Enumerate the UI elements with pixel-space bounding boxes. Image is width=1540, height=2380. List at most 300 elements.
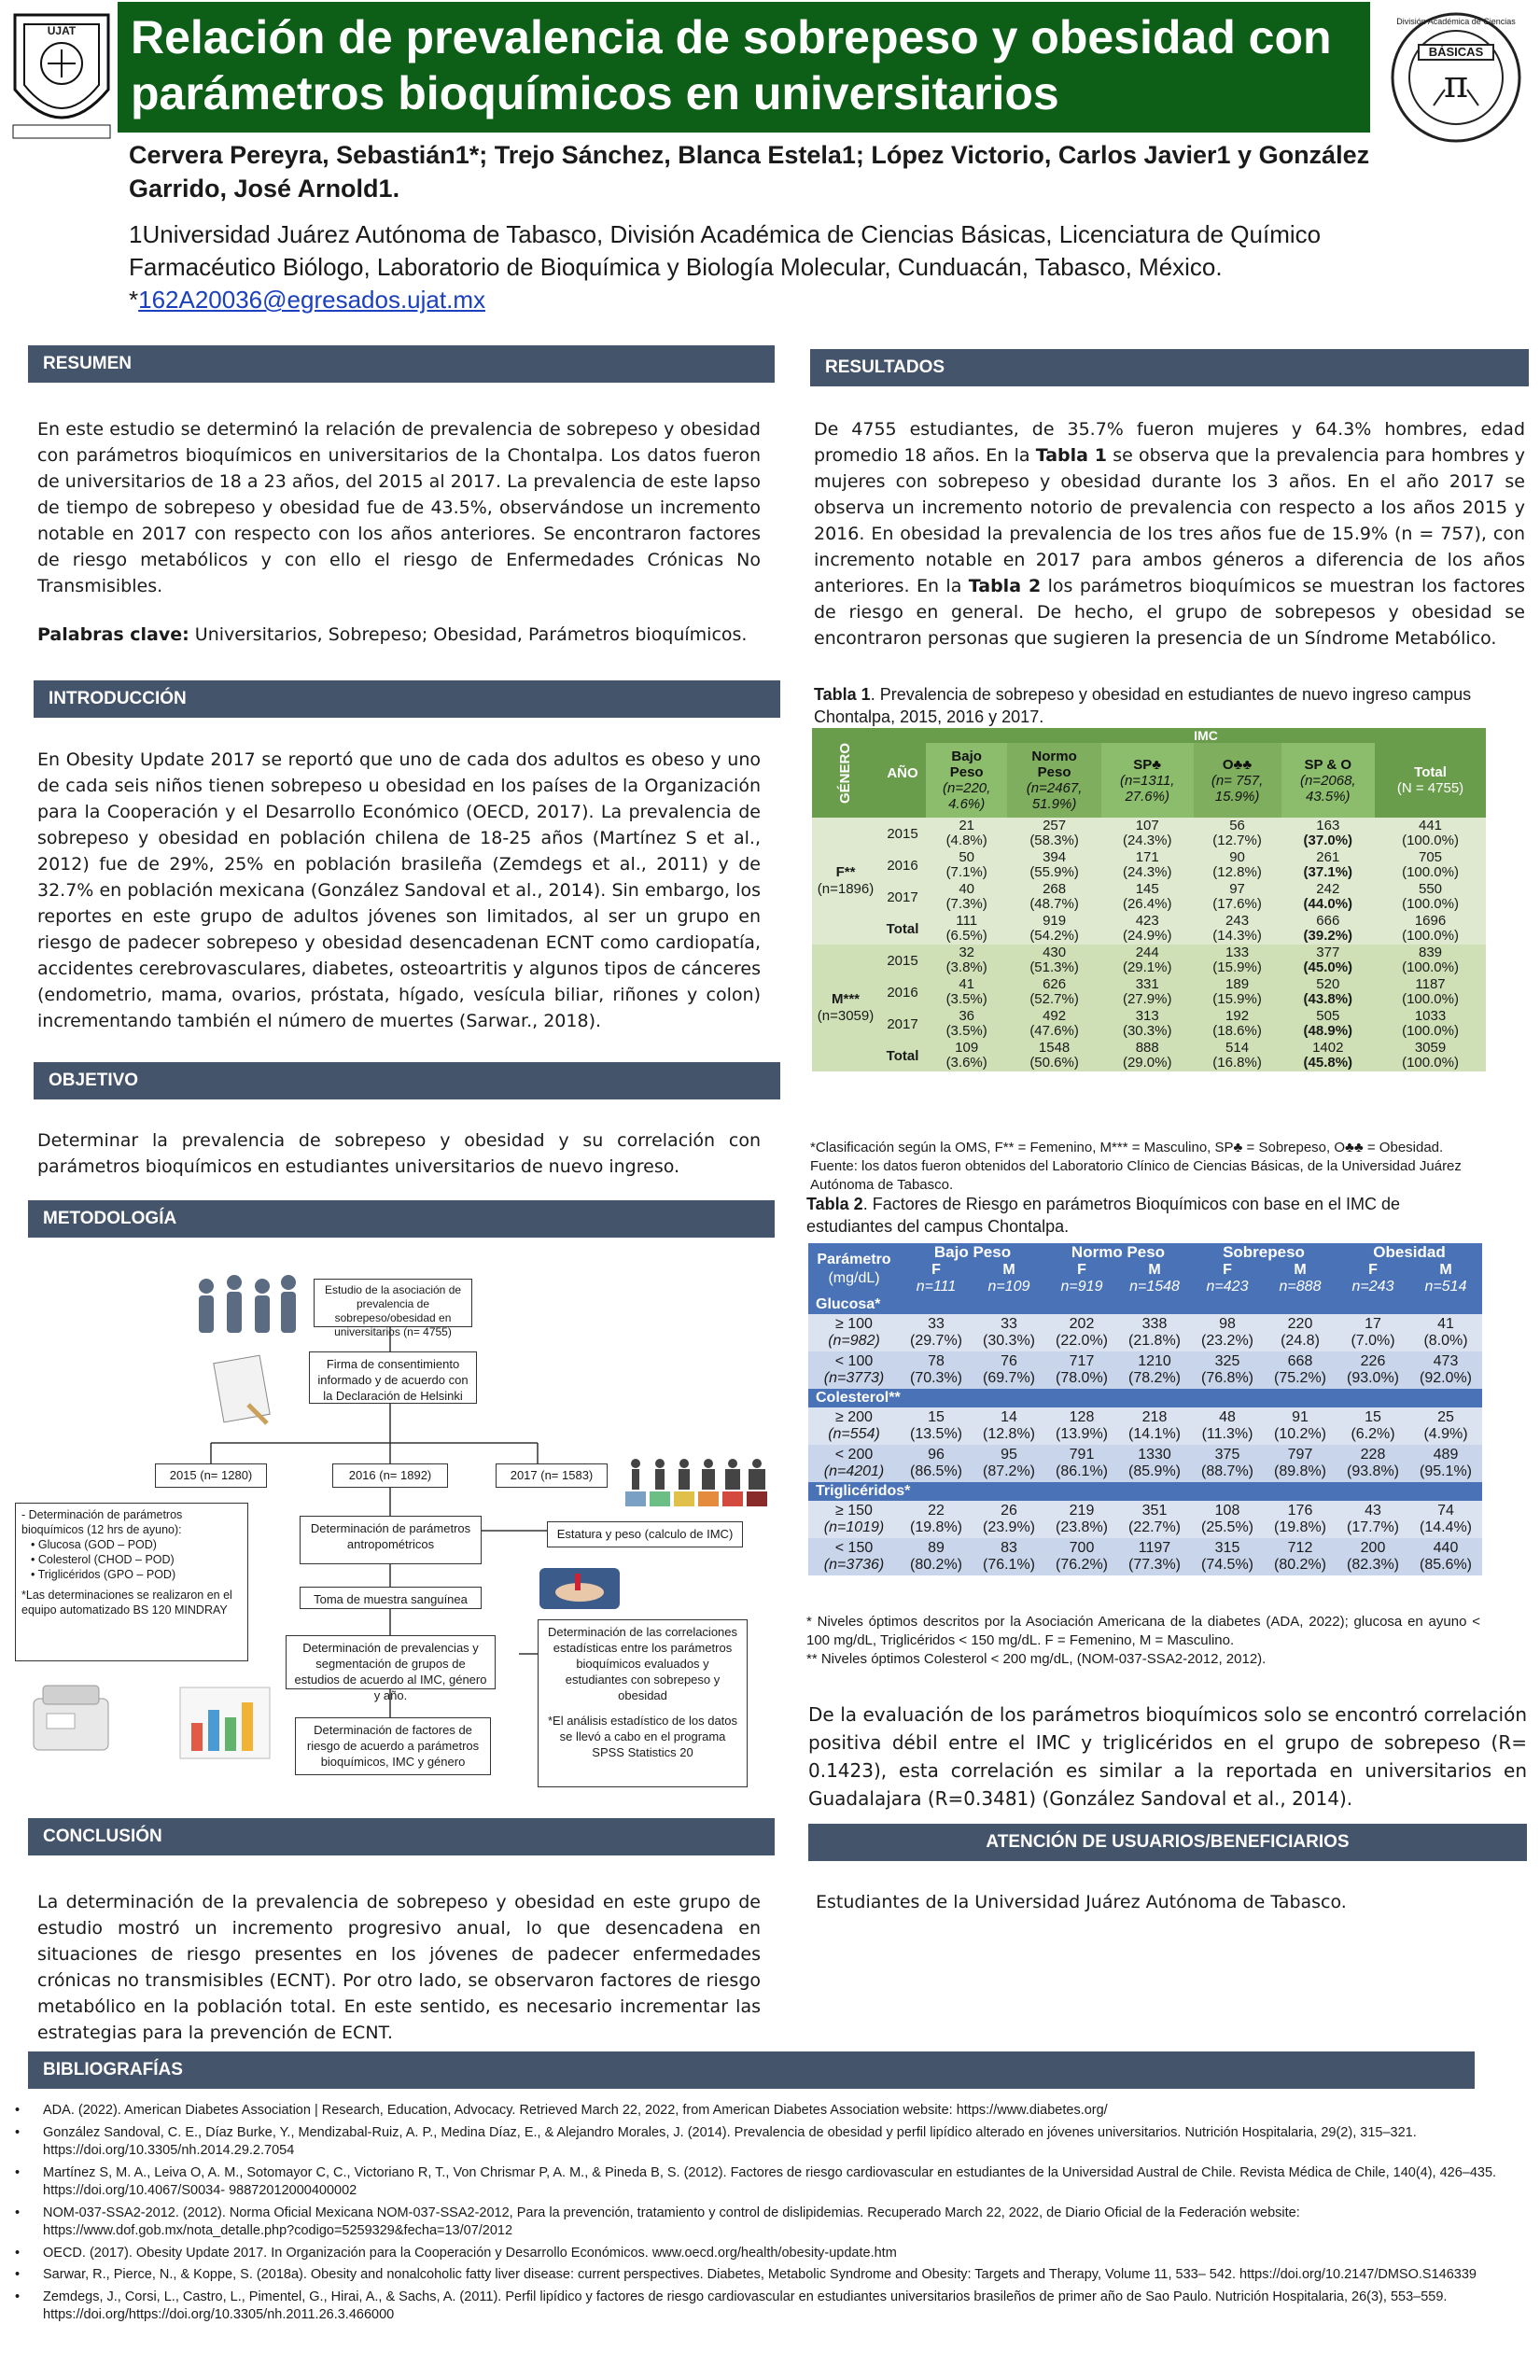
- tabla1-col-header-line: (n= 757,: [1211, 772, 1264, 789]
- tabla1-cell-pct: (100.0%): [1402, 991, 1459, 1007]
- tabla1-year: 2016: [879, 976, 926, 1008]
- tabla1-year: 2017: [879, 881, 926, 913]
- flow-box-prev: Determinación de prevalencias y segmentación de grupos de estudios de acuerdo al IMC, género y año.: [286, 1635, 496, 1689]
- tabla1-col-header-line: SP♣: [1133, 756, 1162, 773]
- tabla1-cell: [1281, 818, 1376, 849]
- tabla2-cell-count: 315: [1214, 1540, 1240, 1556]
- tabla2-cell-count: 791: [1069, 1447, 1095, 1463]
- tabla2-cell-count: 91: [1292, 1409, 1309, 1425]
- tabla2-cell-count: 351: [1141, 1503, 1168, 1519]
- tabla1-cell-count: 268: [1043, 881, 1067, 897]
- tabla2-sex-header: M: [973, 1262, 1045, 1279]
- tabla1-caption: [814, 683, 1488, 728]
- tabla2-cell-count: 89: [928, 1540, 945, 1556]
- tabla2-cell-pct: (14.1%): [1127, 1426, 1182, 1442]
- tabla2-cell: [900, 1351, 973, 1389]
- tabla1-cell-pct: (3.5%): [945, 1023, 987, 1039]
- tabla1-cell: [1375, 1040, 1486, 1071]
- email-prefix: *: [129, 286, 139, 314]
- tabla1-cell-count: 192: [1225, 1008, 1250, 1024]
- tabla2-cell-pct: (76.2%): [1055, 1557, 1109, 1573]
- tabla1-cell: [926, 1040, 1007, 1071]
- tabla2-cell-pct: (10.2%): [1273, 1426, 1327, 1442]
- tabla2-cell-count: 14: [1001, 1409, 1017, 1425]
- tabla1-cell-pct: (3.6%): [945, 1055, 987, 1071]
- tabla1-year: 2015: [879, 945, 926, 976]
- tabla2-cell-count: 1330: [1138, 1447, 1171, 1463]
- tabla2-cell-pct: (80.2%): [909, 1557, 963, 1573]
- tabla1-cell: [1007, 881, 1101, 913]
- tabla1-cell-count: 441: [1419, 818, 1443, 833]
- tabla2-cell-pct: (4.9%): [1423, 1426, 1468, 1442]
- tabla1-col-header: [926, 743, 1007, 818]
- tabla1-cell: [1194, 818, 1281, 849]
- introduccion-text: En Obesity Update 2017 se reportó que uno de cada dos adultos es obeso y uno de cada seis niños tienen sobrepeso u obesidad en los países de la Organización para la Cooperación y el Desarrollo Económico (OECD, 2017). La prevalencia de sobrepeso y obesidad en población chilena de 18-25 años (Martínez S et al., 2012) fue de 29%, 25% en población brasileña (Zemdegs et al., 2011) y de 32.7% en población mexicana (González Sandoval et al., 2014). Sin embargo, los reportes en este grupo de adultos jóvenes son limitados, al ser un grupo en riesgo de padecer sobrepeso y obesidad desencadenan ECNT como cardiopatía, accidentes cerebrovasculares, diabetes, osteoartritis y algunos tipos de cánceres (endometrio, mama, ovarios, próstata, hígado, vesícula biliar, riñones y colon) incrementando también el número de muertes (Sarwar., 2018).: [37, 749, 761, 1031]
- tabla2-col-param-l1: Parámetro: [817, 1252, 891, 1267]
- tabla1-row: [812, 913, 1486, 945]
- tabla2-cell-pct: (93.0%): [1346, 1370, 1400, 1386]
- tabla1-group-n: (n=1896): [817, 881, 875, 897]
- bibliography-item: • OECD. (2017). Obesity Update 2017. In Organización para la Cooperación y Desarrollo Económicos. www.oecd.org/health/obesity-update.htm: [11, 2245, 1533, 2263]
- tabla2-cell-count: 76: [1001, 1353, 1017, 1369]
- bibliografias-heading: BIBLIOGRAFÍAS: [28, 2051, 1475, 2089]
- tabla2-cell: [973, 1351, 1045, 1389]
- tabla1-cell-pct: (26.4%): [1122, 896, 1172, 912]
- params-title: - Determinación de parámetros bioquímicos (12 hrs de ayuno):: [21, 1508, 183, 1536]
- tabla1-cell: [1101, 913, 1194, 945]
- tabla2-cell: [1409, 1407, 1482, 1445]
- tabla2-cell-count: 15: [928, 1409, 945, 1425]
- tabla1-row: [812, 976, 1486, 1008]
- tabla2-cell-count: 473: [1433, 1353, 1459, 1369]
- tabla2-n-header: n=111: [900, 1279, 973, 1295]
- tabla1-cell-pct: (100.0%): [1402, 833, 1459, 848]
- tabla1-cell-pct: (58.3%): [1029, 833, 1079, 848]
- tabla1-cell-count: 257: [1043, 818, 1067, 833]
- resultados-text: [814, 416, 1525, 651]
- flow-box-anthro: Determinación de parámetros antropométricos: [300, 1516, 482, 1564]
- tabla1-cell-count: 109: [955, 1040, 979, 1056]
- tabla2-cell-count: 375: [1214, 1447, 1240, 1463]
- tabla1-ref: Tabla 1: [1035, 445, 1107, 466]
- tabla1-cell-pct: (45.0%): [1303, 959, 1353, 975]
- tabla2-cell-pct: (88.7%): [1200, 1463, 1254, 1479]
- tabla1-cell-pct: (43.8%): [1303, 991, 1353, 1007]
- tabla2-row: [808, 1538, 1482, 1575]
- tabla1-cell: [1007, 913, 1101, 945]
- flow-box-blood: Toma de muestra sanguínea: [300, 1587, 482, 1609]
- resumen-section: [37, 416, 761, 648]
- tabla2-cell-pct: (30.3%): [982, 1333, 1036, 1349]
- tabla1-cell: [1375, 913, 1486, 945]
- correlation-text: De la evaluación de los parámetros bioquímicos solo se encontró correlación positiva débil entre el IMC y triglicéridos en el grupo de sobrepeso (R= 0.1423), esta correlación es similar a la reportada en universitarios en Guadalajara (R=0.3481) (González Sandoval et al., 2014).: [808, 1703, 1527, 1810]
- tabla2-row: [808, 1407, 1482, 1445]
- tabla2-cell-count: 200: [1360, 1540, 1386, 1556]
- tabla2-row-label: [808, 1538, 900, 1575]
- tabla2-section-title: Colesterol**: [808, 1389, 1482, 1407]
- tabla2-row-threshold: ≥ 200: [835, 1409, 873, 1425]
- tabla2-row: [808, 1445, 1482, 1482]
- tabla1-cell-count: 520: [1316, 976, 1340, 992]
- tabla2-cell: [1337, 1351, 1409, 1389]
- tabla1-cell: [1375, 945, 1486, 976]
- tabla2-cell-count: 98: [1219, 1316, 1236, 1332]
- tabla2-row: [808, 1314, 1482, 1351]
- tabla1-cell: [1194, 881, 1281, 913]
- resumen-text: En este estudio se determinó la relación de prevalencia de sobrepeso y obesidad con parámetros bioquímicos en universitarios de la Chontalpa. Los datos fueron de universitarios de 18 a 23 años, del 2015 al 2017. La prevalencia de este lapso de tiempo de sobrepeso y obesidad fue de 43.5%, observándose un incremento notable en 2017 con respecto con los años anteriores. Se encontraron factores de riesgo metabólicos y con ello el riesgo de Enfermedades Crónicas No Transmisibles.: [37, 419, 761, 596]
- conclusion-heading: CONCLUSIÓN: [28, 1818, 775, 1855]
- affiliation-block: [129, 218, 1379, 316]
- tabla2-cell-count: 325: [1214, 1353, 1240, 1369]
- analyzer-illustration: [24, 1671, 118, 1764]
- tabla2-cell-count: 17: [1365, 1316, 1381, 1332]
- tabla1-caption-label: Tabla 1: [814, 685, 871, 704]
- tabla1-cell: [926, 818, 1007, 849]
- resultados-text-part: los parámetros bioquímicos se muestran los factores de riesgo en general. De hecho, el grupo de sobrepesos y obesidad se encontraron personas que sugieren la presencia de un Síndrome Metabólico.: [814, 576, 1525, 649]
- authors: Cervera Pereyra, Sebastián1*; Trejo Sánchez, Blanca Estela1; López Victorio, Carlos Javier1 y González Garrido, José Arnold1.: [129, 141, 1370, 203]
- tabla1-cell: [1281, 1040, 1376, 1071]
- tabla1-cell: [1194, 976, 1281, 1008]
- tabla1-col-total-l1: Total: [1414, 764, 1447, 780]
- flow-box-consent: Firma de consentimiento informado y de acuerdo con la Declaración de Helsinki: [309, 1351, 477, 1404]
- tabla1-cell-count: 261: [1316, 849, 1340, 865]
- tabla1-cell-count: 3059: [1414, 1040, 1447, 1056]
- objetivo-heading: OBJETIVO: [34, 1062, 780, 1099]
- tabla2-cell-pct: (23.2%): [1200, 1333, 1254, 1349]
- tabla2-group-header: Sobrepeso: [1191, 1243, 1337, 1262]
- tabla1-cell: [1281, 976, 1376, 1008]
- tabla2-cell: [973, 1501, 1045, 1538]
- tabla1-cell-count: 133: [1225, 945, 1250, 960]
- tabla1-cell-pct: (47.6%): [1029, 1023, 1079, 1039]
- tabla1-cell: [1007, 1040, 1101, 1071]
- tabla2-cell: [900, 1407, 973, 1445]
- tabla1-cell: [1194, 849, 1281, 881]
- bmi-chart-illustration: [622, 1454, 771, 1512]
- tabla1-cell-pct: (44.0%): [1303, 896, 1353, 912]
- tabla2-cell-pct: (11.3%): [1201, 1426, 1253, 1442]
- tabla1-col-header-line: O♣♣: [1222, 756, 1253, 773]
- tabla2-n-header: n=514: [1409, 1279, 1482, 1295]
- tabla1-imc-label: IMC: [926, 728, 1486, 743]
- tabla2-cell-pct: (23.8%): [1055, 1519, 1109, 1535]
- tabla2-cell: [1409, 1351, 1482, 1389]
- tabla1-cell-count: 36: [959, 1008, 974, 1024]
- bibliography-item: • Sarwar, R., Pierce, N., & Koppe, S. (2018a). Obesity and nonalcoholic fatty liver disease: current perspectives. Diabetes, Metabolic Syndrome and Obesity: Targets and Therapy, Volume 11, 533– 542. https://doi.org/10.2147/DMSO.S146339: [11, 2266, 1533, 2285]
- tabla2-cell-pct: (22.7%): [1127, 1519, 1182, 1535]
- tabla2-sex-header: M: [1264, 1262, 1337, 1279]
- tabla2-cell-pct: (75.2%): [1273, 1370, 1327, 1386]
- tabla2-row: [808, 1351, 1482, 1389]
- tabla1-cell-count: 1187: [1415, 976, 1446, 992]
- tabla1-cell-count: 514: [1225, 1040, 1250, 1056]
- tabla1-cell: [1007, 849, 1101, 881]
- atencion-text: Estudiantes de la Universidad Juárez Autónoma de Tabasco.: [816, 1892, 1347, 1912]
- tabla2-cell: [1045, 1407, 1118, 1445]
- tabla2-cell: [1409, 1445, 1482, 1482]
- tabla1-cell: [1101, 1040, 1194, 1071]
- tabla2-row-n: (n=3773): [823, 1370, 885, 1386]
- tabla2-cell: [1045, 1314, 1118, 1351]
- tabla1-cell-count: 313: [1135, 1008, 1159, 1024]
- tabla1-col-header-line: 51.9%): [1031, 796, 1077, 812]
- tabla2-cell-pct: (13.5%): [909, 1426, 963, 1442]
- tabla1-col-header-line: Normo: [1031, 749, 1077, 764]
- tabla1-col-genero: [812, 728, 879, 818]
- tabla1-col-genero-label: GÉNERO: [837, 742, 854, 804]
- tabla1-cell-count: 32: [959, 945, 974, 960]
- tabla2-n-header: n=243: [1337, 1279, 1409, 1295]
- bibliography-item: • Zemdegs, J., Corsi, L., Castro, L., Pimentel, G., Hirai, A., & Sachs, A. (2011). Perfil lipídico y factores de riesgo cardiovascular en estudiantes universitarios brasileños de primer año de Sao Paulo. Nutrición Hospitalaria, 26(3), 553–559. https://doi.org/https://doi.org/10.3305/nh.2011.26.3.466000: [11, 2289, 1533, 2325]
- tabla1-cell: [1101, 945, 1194, 976]
- tabla2-cell: [1118, 1314, 1191, 1351]
- tabla1-group-label: [812, 818, 879, 945]
- tabla2-cell: [1191, 1407, 1264, 1445]
- tabla2-cell-pct: (74.5%): [1200, 1557, 1254, 1573]
- tabla1-col-header-line: Peso: [1037, 764, 1071, 780]
- tabla1-col-total: [1375, 743, 1486, 818]
- tabla2-cell-count: 228: [1360, 1447, 1386, 1463]
- tabla1-cell-count: 107: [1135, 818, 1159, 833]
- students-illustration: [192, 1269, 304, 1344]
- tabla1-row: [812, 818, 1486, 849]
- tabla2-cell-pct: (78.2%): [1127, 1370, 1182, 1386]
- tabla1-cell-pct: (48.7%): [1029, 896, 1079, 912]
- poster-title: Relación de prevalencia de sobrepeso y obesidad con parámetros bioquímicos en universitarios: [131, 11, 1332, 119]
- tabla2-cell-pct: (93.8%): [1346, 1463, 1400, 1479]
- tabla2-cell-count: 108: [1214, 1503, 1240, 1519]
- tabla1: [812, 728, 1486, 1071]
- tabla1-year: 2016: [879, 849, 926, 881]
- tabla1-cell-count: 1402: [1312, 1040, 1344, 1056]
- tabla2-row-threshold: ≥ 150: [835, 1503, 873, 1519]
- tabla1-cell: [926, 913, 1007, 945]
- tabla1-cell-count: 41: [959, 976, 974, 992]
- tabla1-cell-pct: (100.0%): [1402, 896, 1459, 912]
- tabla2-section-title: Glucosa*: [808, 1295, 1482, 1314]
- tabla2-cell-count: 712: [1287, 1540, 1313, 1556]
- tabla1-cell: [1375, 976, 1486, 1008]
- tabla1-cell-pct: (24.3%): [1122, 833, 1172, 848]
- resumen-heading: RESUMEN: [28, 345, 775, 383]
- tabla2-cell-count: 33: [928, 1316, 945, 1332]
- tabla2-row-threshold: < 150: [834, 1540, 874, 1556]
- tabla1-col-header: [1007, 743, 1101, 818]
- tabla1-cell-pct: (12.7%): [1212, 833, 1262, 848]
- tabla2-cell-pct: (24.8): [1281, 1333, 1320, 1349]
- tabla1-row: [812, 945, 1486, 976]
- tabla1-cell-pct: (51.3%): [1029, 959, 1079, 975]
- tabla2-row-n: (n=4201): [823, 1463, 885, 1479]
- tabla1-cell-count: 666: [1316, 913, 1340, 929]
- tabla2-cell-pct: (17.7%): [1346, 1519, 1400, 1535]
- tabla2-row-n: (n=1019): [823, 1519, 885, 1535]
- tabla1-cell: [1007, 818, 1101, 849]
- tabla2-cell: [1409, 1538, 1482, 1575]
- tabla1-cell: [1194, 945, 1281, 976]
- tabla2-cell-pct: (22.0%): [1055, 1333, 1109, 1349]
- basicas-logo-pi: π: [1443, 63, 1469, 106]
- tabla1-col-header-line: 4.6%): [948, 796, 986, 812]
- tabla2-cell: [1191, 1351, 1264, 1389]
- tabla1-cell-pct: (39.2%): [1303, 928, 1353, 944]
- tabla1-cell: [1375, 818, 1486, 849]
- tabla1-cell-count: 1548: [1038, 1040, 1071, 1056]
- tabla2-cell-count: 440: [1433, 1540, 1459, 1556]
- tabla1-cell: [1194, 1040, 1281, 1071]
- tabla1-cell-count: 888: [1135, 1040, 1159, 1056]
- conclusion-text: La determinación de la prevalencia de sobrepeso y obesidad en este grupo de estudio mostró un incremento progresivo anual, lo que desencadena en situaciones de riesgo presentes en los jóvenes de padecer enfermedades crónicas no transmisibles (ECNT). Por otro lado, se observaron factores de riesgo metabólico en la población total. En este sentido, es necesario incrementar las estrategias para la prevención de ECNT.: [37, 1892, 761, 2043]
- keywords: [37, 622, 761, 648]
- tabla1-cell-pct: (29.0%): [1122, 1055, 1172, 1071]
- tabla2-cell: [1045, 1501, 1118, 1538]
- tabla2-cell: [973, 1538, 1045, 1575]
- tabla1-cell-pct: (15.9%): [1212, 959, 1262, 975]
- tabla2-cell: [900, 1445, 973, 1482]
- tabla1-year: 2015: [879, 818, 926, 849]
- tabla2-cell-count: 33: [1001, 1316, 1017, 1332]
- tabla1-cell-pct: (27.9%): [1122, 991, 1172, 1007]
- tabla2-row-threshold: ≥ 100: [835, 1316, 873, 1332]
- resultados-text-part: De 4755 estudiantes, de 35.7% fueron mujeres y 64.3% hombres, edad promedio 18 años. En la: [814, 419, 1525, 466]
- tabla2-cell-count: 218: [1141, 1409, 1168, 1425]
- tabla1-cell: [926, 976, 1007, 1008]
- tabla2-cell-pct: (19.8%): [1273, 1519, 1327, 1535]
- tabla2-col-param-l2: (mg/dL): [828, 1270, 880, 1286]
- ujat-logo: [6, 6, 118, 146]
- tabla2-row: [808, 1501, 1482, 1538]
- tabla2-cell: [1264, 1538, 1337, 1575]
- tabla2-cell: [1337, 1501, 1409, 1538]
- tabla2-cell-pct: (78.0%): [1055, 1370, 1109, 1386]
- tabla2-sex-header: M: [1409, 1262, 1482, 1279]
- tabla1-cell: [926, 881, 1007, 913]
- tabla1-cell: [1101, 818, 1194, 849]
- flow-year-2017: 2017 (n= 1583): [496, 1463, 608, 1488]
- tabla2-row-label: [808, 1407, 900, 1445]
- tabla2-cell-pct: (89.8%): [1273, 1463, 1327, 1479]
- tabla2-cell: [1118, 1501, 1191, 1538]
- tabla1-col-header-line: 43.5%): [1306, 788, 1351, 805]
- tabla2-cell: [1337, 1445, 1409, 1482]
- tabla1-cell-count: 243: [1225, 913, 1250, 929]
- tabla2-row-label: [808, 1501, 900, 1538]
- tabla1-cell: [1101, 1008, 1194, 1040]
- tabla1-cell: [1281, 881, 1376, 913]
- tabla1-cell-count: 430: [1043, 945, 1067, 960]
- flow-box-height: Estatura y peso (calculo de IMC): [547, 1521, 743, 1547]
- tabla1-col-header-line: (n=2068,: [1299, 772, 1356, 789]
- tabla1-cell-count: 423: [1135, 913, 1159, 929]
- tabla2-cell: [1191, 1538, 1264, 1575]
- tabla1-cell: [1101, 849, 1194, 881]
- tabla2-cell-pct: (80.2%): [1273, 1557, 1327, 1573]
- stats-illustration: [178, 1686, 272, 1760]
- tabla1-caption-text: . Prevalencia de sobrepeso y obesidad en estudiantes de nuevo ingreso campus Chontalpa, 2015, 2016 y 2017.: [814, 685, 1472, 726]
- tabla2-cell: [1045, 1538, 1118, 1575]
- tabla1-col-header-line: Peso: [949, 764, 984, 780]
- tabla2-cell-count: 22: [928, 1503, 945, 1519]
- tabla1-cell-pct: (29.1%): [1122, 959, 1172, 975]
- tabla1-cell-count: 145: [1135, 881, 1159, 897]
- tabla2-cell: [973, 1445, 1045, 1482]
- tabla1-cell-count: 111: [956, 913, 978, 929]
- tabla1-footnote: *Clasificación según la OMS, F** = Femenino, M*** = Masculino, SP♣ = Sobrepeso, O♣♣ = Obesidad. Fuente: los datos fueron obtenidos del Laboratorio Clínico de Ciencias Básicas, de la Universidad Juárez Autónoma de Tabasco.: [810, 1140, 1462, 1193]
- basicas-logo: [1381, 7, 1531, 147]
- tabla2-section-row: [808, 1295, 1482, 1314]
- params-item-glucosa: • Glucosa (GOD – POD): [31, 1538, 157, 1551]
- tabla1-cell-count: 550: [1419, 881, 1443, 897]
- tabla2-sex-header: F: [1337, 1262, 1409, 1279]
- tabla2-cell-count: 41: [1437, 1316, 1454, 1332]
- tabla1-cell: [1194, 1008, 1281, 1040]
- basicas-logo-text: BÁSICAS: [1428, 45, 1484, 59]
- tabla1-cell-pct: (18.6%): [1212, 1023, 1262, 1039]
- tabla1-cell-count: 97: [1229, 881, 1245, 897]
- tabla1-col-header-line: SP & O: [1304, 756, 1352, 773]
- tabla2-cell: [1118, 1538, 1191, 1575]
- tabla2-row-threshold: < 100: [834, 1353, 874, 1369]
- tabla1-cell: [926, 945, 1007, 976]
- tabla2-cell: [1191, 1445, 1264, 1482]
- tabla1-cell: [926, 849, 1007, 881]
- tabla2-cell-pct: (86.1%): [1055, 1463, 1109, 1479]
- tabla2-row-n: (n=3736): [823, 1557, 885, 1573]
- tabla2-n-row: [808, 1279, 1482, 1295]
- tabla1-cell-count: 21: [959, 818, 974, 833]
- tabla1-cell-pct: (55.9%): [1029, 864, 1079, 880]
- tabla2-cell: [1118, 1445, 1191, 1482]
- tabla2-cell-pct: (77.3%): [1127, 1557, 1182, 1573]
- corr-note: *El análisis estadístico de los datos se llevó a cabo en el programa SPSS Statistics 20: [547, 1714, 738, 1759]
- tabla2-cell: [1409, 1501, 1482, 1538]
- tabla2-cell: [1409, 1314, 1482, 1351]
- tabla1-cell-count: 244: [1135, 945, 1159, 960]
- tabla2-footnotes: [806, 1613, 1480, 1669]
- tabla2-cell-pct: (29.7%): [909, 1333, 963, 1349]
- tabla2-cell-pct: (92.0%): [1419, 1370, 1473, 1386]
- tabla1-cell-count: 1033: [1414, 1008, 1447, 1024]
- keywords-label: Palabras clave:: [37, 624, 189, 645]
- tabla1-cell: [1007, 1008, 1101, 1040]
- tabla1-cell: [1007, 976, 1101, 1008]
- tabla1-cell: [1375, 1008, 1486, 1040]
- tabla2-cell-count: 96: [928, 1447, 945, 1463]
- methodology-diagram: [15, 1251, 780, 1792]
- corr-text: Determinación de las correlaciones estadísticas entre los parámetros bioquímicos evaluados y estudiantes con sobrepeso y obesidad: [547, 1625, 738, 1702]
- tabla2-cell-pct: (70.3%): [909, 1370, 963, 1386]
- tabla1-cell-count: 242: [1316, 881, 1340, 897]
- tabla2-sex-header: F: [900, 1262, 973, 1279]
- tabla1-cell: [1281, 849, 1376, 881]
- tabla1-cell-pct: (7.3%): [945, 896, 987, 912]
- tabla1-row: [812, 881, 1486, 913]
- tabla2-cell-count: 1197: [1138, 1540, 1171, 1556]
- tabla1-cell-pct: (14.3%): [1212, 928, 1262, 944]
- tabla2-container: [808, 1243, 1482, 1575]
- blood-sample-illustration: [538, 1559, 622, 1615]
- email-link[interactable]: 162A20036@egresados.ujat.mx: [138, 286, 485, 314]
- tabla2-cell: [900, 1538, 973, 1575]
- tabla2-cell: [1264, 1445, 1337, 1482]
- tabla2-cell-pct: (7.0%): [1351, 1333, 1395, 1349]
- tabla2-cell-count: 43: [1365, 1503, 1381, 1519]
- tabla2-cell-pct: (82.3%): [1346, 1557, 1400, 1573]
- tabla2-sex-header: M: [1118, 1262, 1191, 1279]
- tabla2-cell-pct: (95.1%): [1419, 1463, 1473, 1479]
- tabla2-row-n: (n=982): [828, 1333, 880, 1349]
- tabla1-cell-count: 377: [1316, 945, 1340, 960]
